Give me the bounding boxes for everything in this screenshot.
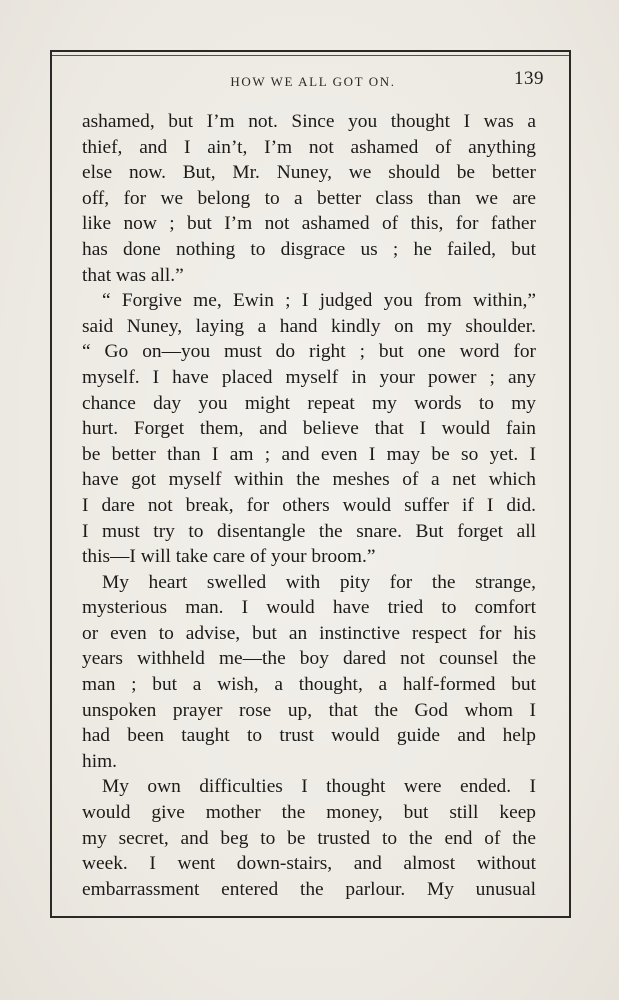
text-line: have got myself within the meshes of a net which xyxy=(82,469,536,491)
text-line: mysterious man. I would have tried to comfort xyxy=(82,597,536,619)
text-line: that was all.” xyxy=(82,264,184,286)
text-line: I dare not break, for others would suffer if I did. xyxy=(82,494,536,516)
text-line: like now ; but I’m not ashamed of this, for father xyxy=(82,213,536,235)
text-line: had been taught to trust would guide and help xyxy=(82,725,536,747)
text-line: man ; but a wish, a thought, a half-formed but xyxy=(82,674,536,696)
text-line: myself. I have placed myself in your power ; any xyxy=(82,366,536,388)
text-line: “ Go on—you must do right ; but one word for xyxy=(82,341,536,363)
text-line: this—I will take care of your broom.” xyxy=(82,546,376,568)
body-text xyxy=(82,109,536,902)
text-line: be better than I am ; and even I may be so yet. I xyxy=(82,443,536,465)
top-border-rule xyxy=(52,55,569,56)
text-line: my secret, and beg to be trusted to the end of the xyxy=(82,827,536,849)
running-head: HOW WE ALL GOT ON. xyxy=(230,74,396,89)
text-line: chance day you might repeat my words to my xyxy=(82,392,536,414)
text-line: off, for we belong to a better class than we are xyxy=(82,187,536,209)
text-line: thief, and I ain’t, I’m not ashamed of anything xyxy=(82,136,536,158)
text-line: ashamed, but I’m not. Since you thought I was a xyxy=(82,111,536,132)
page-header xyxy=(82,68,544,96)
text-line: him. xyxy=(82,750,118,772)
text-line: embarrassment entered the parlour. My unusual xyxy=(82,878,536,900)
text-line: My own difficulties I thought were ended. I xyxy=(102,776,536,798)
text-line: My heart swelled with pity for the strange, xyxy=(102,571,536,593)
text-line: I must try to disentangle the snare. But forget all xyxy=(82,520,536,542)
text-line: hurt. Forget them, and believe that I would fain xyxy=(82,418,536,440)
text-line: said Nuney, laying a hand kindly on my shoulder. xyxy=(82,315,536,337)
text-line: else now. But, Mr. Nuney, we should be better xyxy=(82,162,536,184)
page-number: 139 xyxy=(514,68,544,89)
text-line: unspoken prayer rose up, that the God whom I xyxy=(82,699,536,721)
text-line: “ Forgive me, Ewin ; I judged you from within,” xyxy=(102,290,536,312)
text-line: has done nothing to disgrace us ; he failed, but xyxy=(82,238,536,260)
text-line: would give mother the money, but still keep xyxy=(82,802,536,824)
text-line: or even to advise, but an instinctive respect for his xyxy=(82,622,536,644)
text-line: week. I went down-stairs, and almost without xyxy=(82,853,536,875)
text-line: years withheld me—the boy dared not counsel the xyxy=(82,648,536,670)
